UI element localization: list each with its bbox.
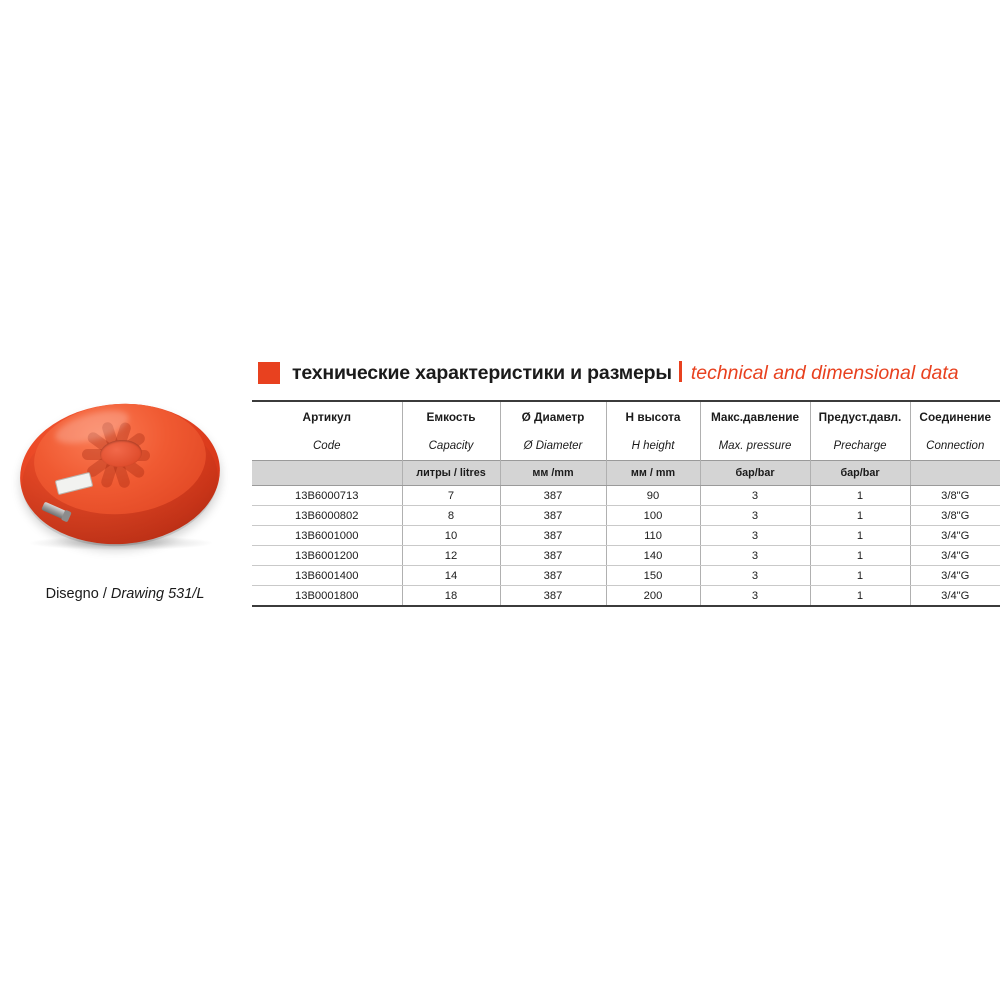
cell-connection: 3/4"G [910, 566, 1000, 586]
cell-precharge: 1 [810, 526, 910, 546]
col-header-connection-en: Connection [910, 432, 1000, 461]
col-header-diameter-ru: Ø Диаметр [500, 401, 606, 432]
col-header-capacity-en: Capacity [402, 432, 500, 461]
cell-capacity: 14 [402, 566, 500, 586]
drawing-caption [0, 586, 250, 602]
unit-connection [910, 461, 1000, 486]
table-row [252, 566, 1000, 586]
table-body [252, 486, 1000, 607]
cell-code: 13B0001800 [252, 586, 402, 607]
cell-connection: 3/8"G [910, 486, 1000, 506]
cell-code: 13B6001200 [252, 546, 402, 566]
table-header-row-en [252, 432, 1000, 461]
technical-data-block [252, 346, 1000, 607]
cell-diameter: 387 [500, 506, 606, 526]
cell-capacity: 18 [402, 586, 500, 607]
cell-maxpressure: 3 [700, 546, 810, 566]
cell-diameter: 387 [500, 546, 606, 566]
col-header-precharge-ru: Предуст.давл. [810, 401, 910, 432]
cell-maxpressure: 3 [700, 526, 810, 546]
cell-height: 90 [606, 486, 700, 506]
cell-precharge: 1 [810, 506, 910, 526]
table-head [252, 401, 1000, 486]
specification-table [252, 400, 1000, 607]
drawing-caption-en: Drawing 531/L [110, 586, 205, 602]
unit-precharge: бар/bar [810, 461, 910, 486]
cell-capacity: 10 [402, 526, 500, 546]
cell-maxpressure: 3 [700, 586, 810, 607]
cell-diameter: 387 [500, 586, 606, 607]
cell-code: 13B6001400 [252, 566, 402, 586]
table-row [252, 526, 1000, 546]
col-header-diameter-en: Ø Diameter [500, 432, 606, 461]
col-header-precharge-en: Precharge [810, 432, 910, 461]
cell-code: 13B6001000 [252, 526, 402, 546]
cell-connection: 3/8"G [910, 506, 1000, 526]
col-header-height-en: H height [606, 432, 700, 461]
cell-capacity: 8 [402, 506, 500, 526]
cell-diameter: 387 [500, 566, 606, 586]
col-header-code-ru: Артикул [252, 401, 402, 432]
cell-diameter: 387 [500, 526, 606, 546]
cell-height: 200 [606, 586, 700, 607]
cell-height: 150 [606, 566, 700, 586]
col-header-maxpressure-ru: Макс.давление [700, 401, 810, 432]
cell-connection: 3/4"G [910, 586, 1000, 607]
cell-height: 110 [606, 526, 700, 546]
section-title-ru: технические характеристики и размеры [292, 362, 672, 384]
cell-connection: 3/4"G [910, 546, 1000, 566]
unit-capacity: литры / litres [402, 461, 500, 486]
col-header-capacity-ru: Емкость [402, 401, 500, 432]
unit-code [252, 461, 402, 486]
cell-height: 100 [606, 506, 700, 526]
cell-diameter: 387 [500, 486, 606, 506]
expansion-tank-image [8, 390, 236, 565]
product-illustration-block [0, 390, 250, 630]
cell-code: 13B6000713 [252, 486, 402, 506]
section-title-en: technical and dimensional data [690, 362, 959, 384]
cell-maxpressure: 3 [700, 566, 810, 586]
unit-maxpressure: бар/bar [700, 461, 810, 486]
table-row [252, 506, 1000, 526]
bullet-square-icon [258, 362, 280, 384]
cell-connection: 3/4"G [910, 526, 1000, 546]
table-units-row [252, 461, 1000, 486]
cell-code: 13B6000802 [252, 506, 402, 526]
col-header-maxpressure-en: Max. pressure [700, 432, 810, 461]
cell-height: 140 [606, 546, 700, 566]
cell-capacity: 7 [402, 486, 500, 506]
drawing-caption-it: Disegno / [45, 586, 111, 602]
table-header-row-ru [252, 401, 1000, 432]
cell-capacity: 12 [402, 546, 500, 566]
col-header-height-ru: H высота [606, 401, 700, 432]
table-row [252, 486, 1000, 506]
title-divider [679, 361, 682, 382]
cell-precharge: 1 [810, 586, 910, 607]
cell-precharge: 1 [810, 486, 910, 506]
unit-height: мм / mm [606, 461, 700, 486]
col-header-connection-ru: Соединение [910, 401, 1000, 432]
cell-maxpressure: 3 [700, 506, 810, 526]
cell-precharge: 1 [810, 546, 910, 566]
col-header-code-en: Code [252, 432, 402, 461]
section-title [292, 361, 959, 385]
section-title-bar [252, 346, 1000, 400]
table-row [252, 586, 1000, 607]
table-row [252, 546, 1000, 566]
unit-diameter: мм /mm [500, 461, 606, 486]
cell-maxpressure: 3 [700, 486, 810, 506]
cell-precharge: 1 [810, 566, 910, 586]
